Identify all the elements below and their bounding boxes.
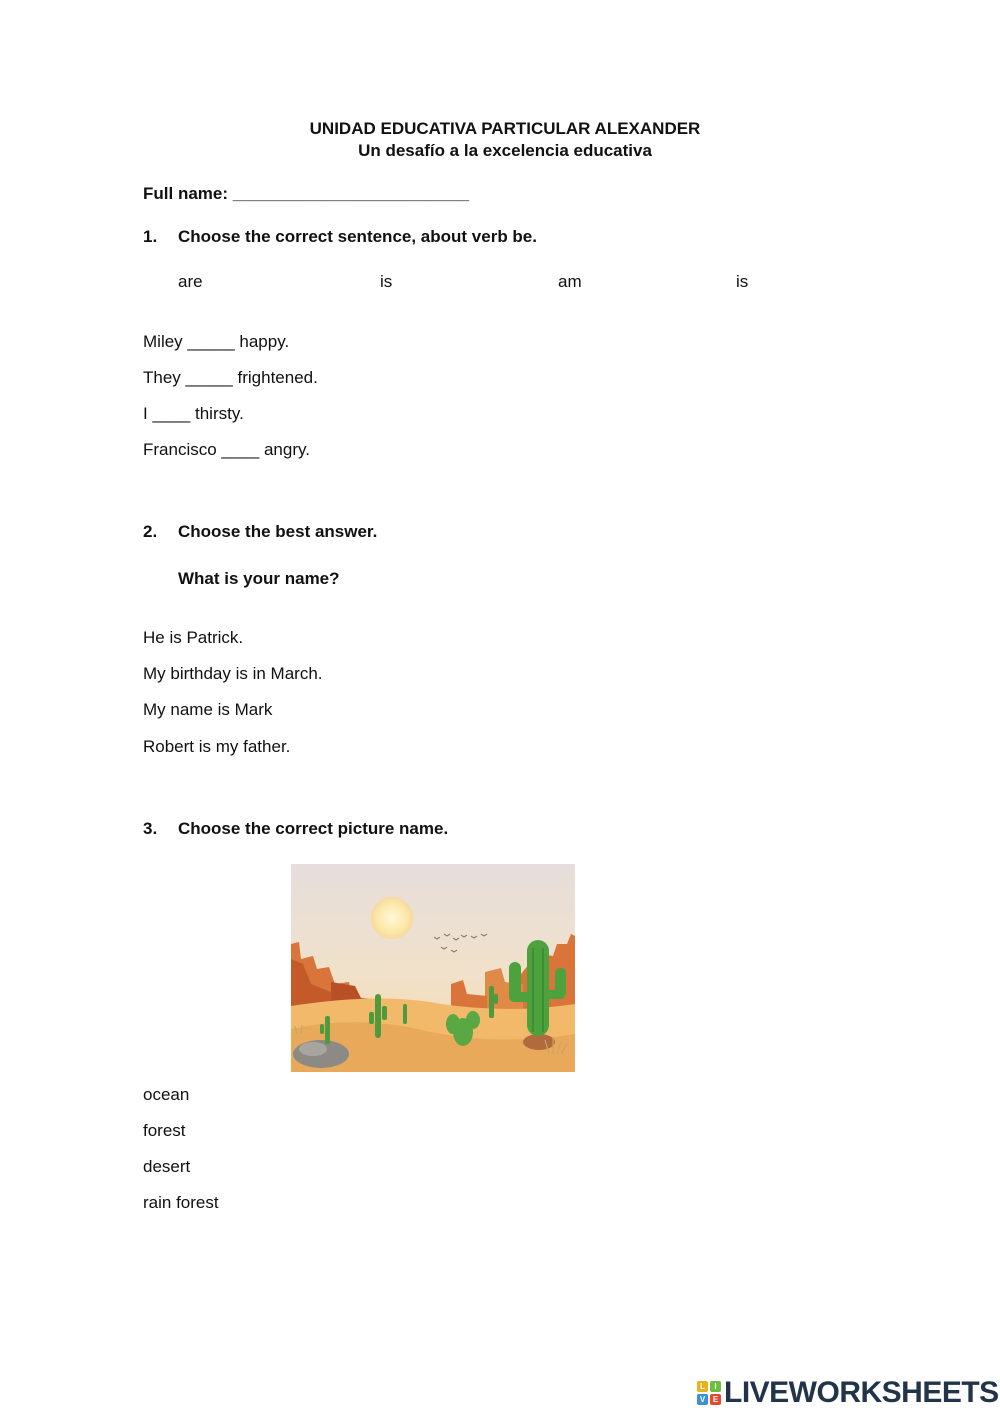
- q3-option[interactable]: rain forest: [143, 1193, 219, 1212]
- full-name-row: [143, 184, 469, 204]
- q2-question: What is your name?: [178, 569, 340, 588]
- desert-picture: [291, 864, 575, 1072]
- q2-number: 2.: [143, 522, 158, 541]
- full-name-blank[interactable]: _________________________: [232, 184, 470, 203]
- q2-option[interactable]: My name is Mark: [143, 700, 273, 719]
- liveworksheets-icon: L I V E: [697, 1381, 721, 1405]
- q3-number: 3.: [143, 819, 158, 838]
- q1-sentence[interactable]: Miley _____ happy.: [143, 332, 290, 351]
- q2-prompt: Choose the best answer.: [178, 522, 378, 541]
- brand-name: LIVEWORKSHEETS: [724, 1376, 999, 1409]
- q3-prompt: Choose the correct picture name.: [178, 819, 449, 838]
- q3-option[interactable]: ocean: [143, 1085, 190, 1104]
- q1-sentence[interactable]: I ____ thirsty.: [143, 404, 244, 423]
- q1-sentence[interactable]: They _____ frightened.: [143, 368, 318, 387]
- q2-option[interactable]: He is Patrick.: [143, 628, 244, 647]
- liveworksheets-logo: [697, 1377, 999, 1409]
- q1-sentence[interactable]: Francisco ____ angry.: [143, 440, 310, 459]
- word-bank-item: am: [558, 272, 582, 291]
- school-name: UNIDAD EDUCATIVA PARTICULAR ALEXANDER: [309, 119, 701, 138]
- word-bank-item: is: [380, 272, 393, 291]
- q3-option[interactable]: desert: [143, 1157, 191, 1176]
- word-bank-item: are: [178, 272, 203, 291]
- q1-number: 1.: [143, 227, 158, 246]
- q2-option[interactable]: Robert is my father.: [143, 737, 291, 756]
- school-motto: Un desafío a la excelencia educativa: [358, 141, 652, 160]
- word-bank-item: is: [736, 272, 749, 291]
- full-name-label: Full name:: [143, 184, 229, 203]
- q3-option[interactable]: forest: [143, 1121, 186, 1140]
- q2-option[interactable]: My birthday is in March.: [143, 664, 323, 683]
- q1-prompt: Choose the correct sentence, about verb be.: [178, 227, 537, 246]
